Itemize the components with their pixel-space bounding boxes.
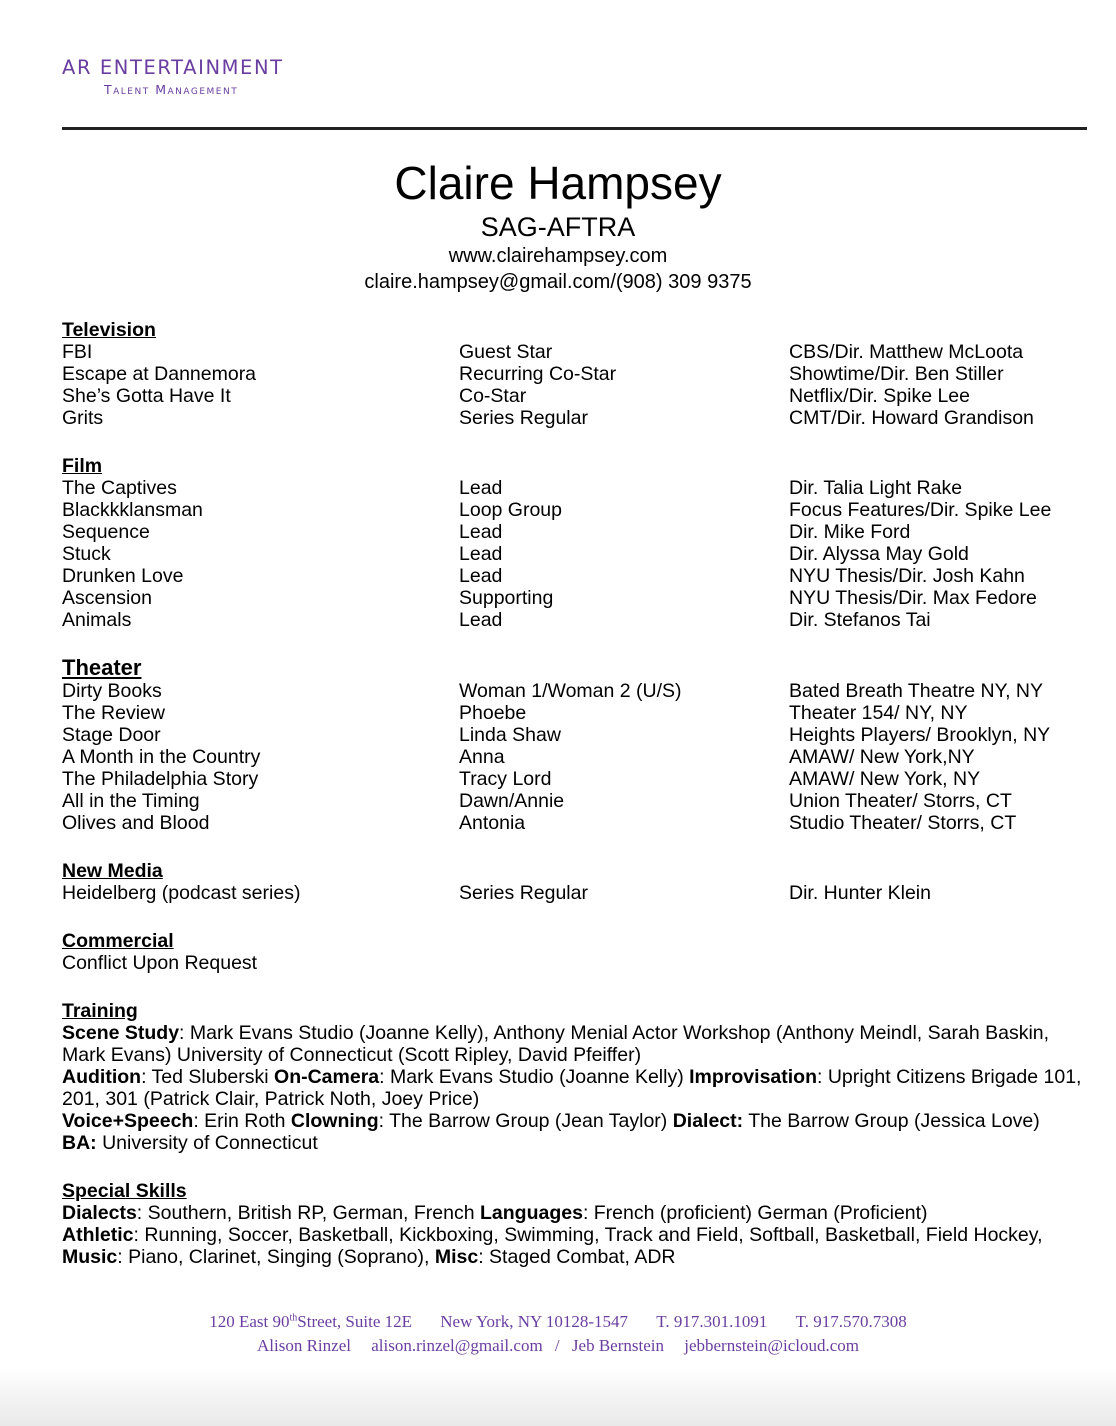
footer-city: New York, NY 10128-1547 (440, 1312, 629, 1331)
credit-row (62, 477, 1092, 499)
credit-title: Heidelberg (podcast series) (62, 882, 301, 904)
credit-company: Focus Features/Dir. Spike Lee (789, 499, 1052, 521)
text: : Ted Sluberski (141, 1066, 275, 1088)
credit-company: Showtime/Dir. Ben Stiller (789, 363, 1004, 385)
credit-title: The Philadelphia Story (62, 768, 259, 790)
label: Improvisation (689, 1066, 817, 1088)
text: : French (proficient) German (Proficient) (582, 1202, 928, 1224)
credit-title: All in the Timing (62, 790, 200, 812)
credit-role: Lead (459, 543, 503, 565)
credit-company: NYU Thesis/Dir. Max Fedore (789, 587, 1037, 609)
text: : Mark Evans Studio (Joanne Kelly) (379, 1066, 690, 1088)
credit-row (62, 812, 1092, 834)
label: Audition (62, 1066, 142, 1088)
credit-row (62, 341, 1092, 363)
credit-title: Escape at Dannemora (62, 363, 257, 385)
address-part: 120 East 90 (209, 1312, 290, 1331)
credit-row (62, 702, 1092, 724)
credit-role: Tracy Lord (459, 768, 552, 790)
text: : Southern, British RP, German, French (136, 1202, 480, 1224)
credit-title: Stuck (62, 543, 111, 565)
credit-title: Blackkklansman (62, 499, 203, 521)
section-title-training: Training (62, 1000, 138, 1022)
credit-role: Phoebe (459, 702, 527, 724)
footer-phone-2[interactable]: T. 917.570.7308 (795, 1312, 907, 1331)
text: : Running, Soccer, Basketball, Kickboxing, Swimming, Track and Field, Softball, Basketball, Field Hockey, (133, 1224, 1043, 1246)
section-title-new-media: New Media (62, 860, 163, 882)
theater-section (62, 657, 1092, 834)
resume-body (62, 319, 1092, 1294)
film-section (62, 455, 1092, 631)
credit-company: CMT/Dir. Howard Grandison (789, 407, 1034, 429)
credit-company: Dir. Hunter Klein (789, 882, 931, 904)
credit-role: Recurring Co-Star (459, 363, 617, 385)
text: : Mark Evans Studio (Joanne Kelly), Anthony Menial Actor Workshop (Anthony Meindl, Sarah Baskin, Mark Evans) University of Connecticut (Scott Ripley, David Pfeiffer) (62, 1022, 1050, 1066)
credit-role: Lead (459, 565, 503, 587)
footer-address (209, 1310, 412, 1334)
training-audition (62, 1066, 1092, 1110)
section-title-film: Film (62, 455, 103, 477)
skills-dialects (62, 1202, 1092, 1224)
credit-title: Drunken Love (62, 565, 184, 587)
credit-company: Bated Breath Theatre NY, NY (789, 680, 1044, 702)
label: Misc (434, 1246, 479, 1268)
text: University of Connecticut (96, 1132, 318, 1154)
credit-title: The Captives (62, 477, 177, 499)
actor-name: Claire Hampsey (394, 157, 722, 209)
footer-email-1[interactable]: alison.rinzel@gmail.com (371, 1336, 543, 1355)
skills-section (62, 1180, 1092, 1268)
credit-company: AMAW/ New York, NY (789, 768, 981, 790)
commercial-text: Conflict Upon Request (62, 952, 258, 974)
credit-title: Dirty Books (62, 680, 162, 702)
credit-company: Union Theater/ Storrs, CT (789, 790, 1012, 812)
credit-company: Dir. Alyssa May Gold (789, 543, 969, 565)
training-section (62, 1000, 1092, 1154)
address-sup: th (289, 1312, 298, 1324)
credit-role: Loop Group (459, 499, 562, 521)
credit-title: Grits (62, 407, 104, 429)
credit-company: Dir. Stefanos Tai (789, 609, 931, 631)
credit-title: She’s Gotta Have It (62, 385, 231, 407)
agency-logo (62, 56, 284, 100)
section-title-television: Television (62, 319, 156, 341)
label: Dialect: (672, 1110, 744, 1132)
credit-role: Lead (459, 477, 503, 499)
text: The Barrow Group (Jessica Love) (743, 1110, 1040, 1132)
credit-role: Guest Star (459, 341, 553, 363)
credit-role: Woman 1/Woman 2 (U/S) (459, 680, 682, 702)
credit-company: Netflix/Dir. Spike Lee (789, 385, 970, 407)
footer-line-1 (0, 1310, 1116, 1334)
label: Dialects (62, 1202, 137, 1224)
credit-title: Sequence (62, 521, 150, 543)
credit-company: Theater 154/ NY, NY (789, 702, 968, 724)
credit-company: Heights Players/ Brooklyn, NY (789, 724, 1051, 746)
label: Languages (480, 1202, 583, 1224)
footer-line-2 (0, 1334, 1116, 1358)
actor-header (0, 155, 1116, 295)
credit-row (62, 565, 1092, 587)
credit-role: Supporting (459, 587, 554, 609)
credit-company: NYU Thesis/Dir. Josh Kahn (789, 565, 1025, 587)
credit-role: Lead (459, 521, 503, 543)
section-title-commercial: Commercial (62, 930, 174, 952)
credit-row (62, 882, 1092, 904)
credit-company: Studio Theater/ Storrs, CT (789, 812, 1017, 834)
footer-email-2[interactable]: jebbernstein@icloud.com (684, 1336, 859, 1355)
text: : Piano, Clarinet, Singing (Soprano), (117, 1246, 435, 1268)
credit-title: Olives and Blood (62, 812, 210, 834)
credit-title: Stage Door (62, 724, 161, 746)
credit-role: Antonia (459, 812, 526, 834)
credit-company: Dir. Talia Light Rake (789, 477, 963, 499)
credit-row (62, 587, 1092, 609)
skills-athletic (62, 1224, 1092, 1246)
training-scene-study (62, 1022, 1092, 1066)
credit-company: Dir. Mike Ford (789, 521, 911, 543)
credit-row (62, 768, 1092, 790)
footer-separator: / (554, 1336, 560, 1355)
label: Music (62, 1246, 118, 1268)
credit-role: Series Regular (459, 407, 588, 429)
agency-name: AR ENTERTAINMENT (62, 56, 284, 79)
credit-title: Animals (62, 609, 132, 631)
contact-info[interactable]: claire.hampsey@gmail.com/(908) 309 9375 (364, 271, 752, 293)
agency-subtitle: Talent Management (104, 82, 239, 97)
credit-row (62, 724, 1092, 746)
credit-row (62, 543, 1092, 565)
footer-phone-1[interactable]: T. 917.301.1091 (656, 1312, 768, 1331)
label: BA: (62, 1132, 97, 1154)
credit-row (62, 385, 1092, 407)
credit-row (62, 363, 1092, 385)
credit-role: Co-Star (459, 385, 527, 407)
credit-title: Ascension (62, 587, 152, 609)
credit-role: Dawn/Annie (459, 790, 565, 812)
footer-agent-1: Alison Rinzel (257, 1336, 351, 1355)
credit-row (62, 609, 1092, 631)
skills-music (62, 1246, 1092, 1268)
section-title-skills: Special Skills (62, 1180, 187, 1202)
new-media-section (62, 860, 1092, 904)
text: : Upright Citizens Brigade 101, 201, 301 (Patrick Clair, Patrick Noth, Joey Price) (62, 1066, 1082, 1110)
credit-row (62, 521, 1092, 543)
page-bottom-shadow (0, 1366, 1116, 1426)
credit-row (62, 680, 1092, 702)
credit-title: FBI (62, 341, 93, 363)
credit-title: The Review (62, 702, 165, 724)
address-part: Street, Suite 12E (297, 1312, 412, 1331)
credit-company: CBS/Dir. Matthew McLoota (789, 341, 1024, 363)
credit-row (62, 407, 1092, 429)
union-affiliation: SAG-AFTRA (480, 212, 636, 242)
label: Scene Study (62, 1022, 180, 1044)
credit-title: A Month in the Country (62, 746, 261, 768)
text: : Staged Combat, ADR (478, 1246, 676, 1268)
credit-role: Linda Shaw (459, 724, 561, 746)
credit-row (62, 499, 1092, 521)
footer-agent-2: Jeb Bernstein (571, 1336, 664, 1355)
training-voice (62, 1110, 1092, 1132)
credit-role: Series Regular (459, 882, 588, 904)
television-section (62, 319, 1092, 429)
text: : Erin Roth (193, 1110, 291, 1132)
commercial-section (62, 930, 1092, 974)
credit-role: Lead (459, 609, 503, 631)
training-degree (62, 1132, 1092, 1154)
header-divider (62, 127, 1087, 130)
label: Clowning (290, 1110, 379, 1132)
credit-role: Anna (459, 746, 505, 768)
agency-footer (0, 1310, 1116, 1358)
label: Athletic (62, 1224, 134, 1246)
credit-company: AMAW/ New York,NY (789, 746, 975, 768)
section-title-theater: Theater (62, 655, 142, 680)
text: : The Barrow Group (Jean Taylor) (378, 1110, 673, 1132)
credit-row (62, 746, 1092, 768)
website-link[interactable]: www.clairehampsey.com (448, 245, 668, 267)
credit-row (62, 790, 1092, 812)
label: Voice+Speech (62, 1110, 194, 1132)
label: On-Camera (274, 1066, 380, 1088)
